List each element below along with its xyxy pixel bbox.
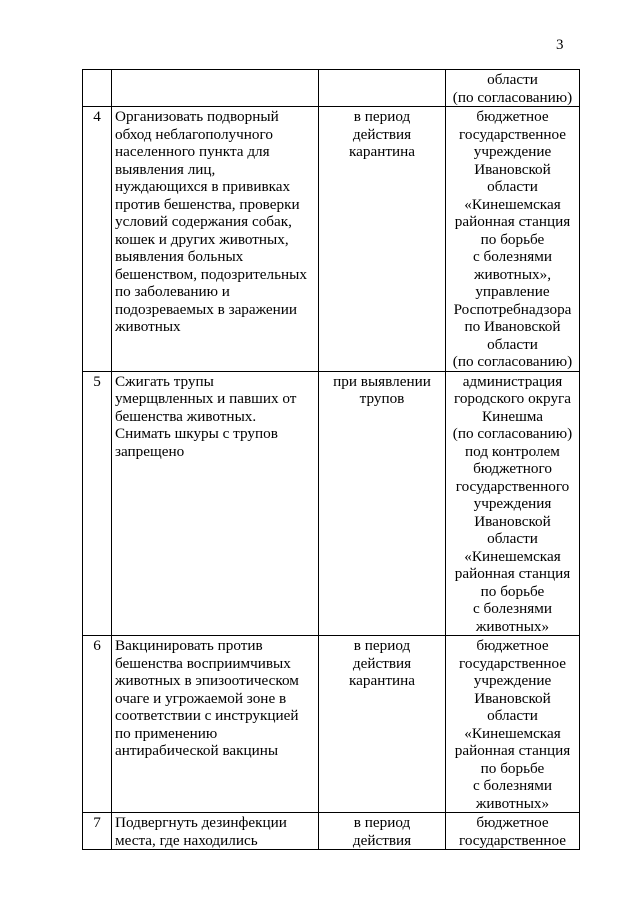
term-line: в период [353, 637, 411, 654]
responsible-cell [446, 813, 580, 850]
responsible-line: с болезнями [472, 600, 552, 617]
responsible-cell [446, 371, 580, 636]
term-cell [319, 636, 446, 813]
row-number-cell [83, 636, 112, 813]
action-line: бешенством, подозрительных [115, 265, 307, 283]
responsible-line: городского округа [453, 390, 572, 407]
action-line: бешенства животных. [115, 407, 257, 425]
responsible-line: бюджетное [476, 637, 549, 654]
action-cell [112, 70, 319, 107]
responsible-line: государственное [458, 654, 567, 672]
responsible-line: под контролем [465, 442, 560, 460]
responsible-line: Ивановской [474, 160, 551, 178]
responsible-line: государственного [455, 477, 570, 495]
action-line: кошек и других животных, [115, 230, 289, 248]
responsible-line: бюджетное [476, 814, 549, 831]
responsible-line: «Кинешемская [464, 195, 561, 213]
responsible-line: учреждение [473, 672, 552, 689]
responsible-line: администрация [462, 372, 563, 390]
action-line: по применению [115, 724, 218, 742]
responsible-line: бюджетное [476, 108, 549, 125]
responsible-line: области [487, 707, 538, 724]
term-line: в период [353, 814, 411, 831]
action-line: животных в эпизоотическом [115, 672, 299, 689]
row-number-cell [83, 107, 112, 372]
term-cell [319, 107, 446, 372]
action-line: места, где находились [115, 831, 258, 849]
responsible-line: управление [475, 283, 550, 300]
responsible-line: районная станция [454, 742, 571, 759]
table-row [83, 107, 580, 372]
row-number: 4 [93, 108, 101, 125]
row-number-cell [83, 371, 112, 636]
table-row [83, 813, 580, 850]
action-line: по заболеванию и [115, 283, 230, 300]
action-line: населенного пункта для [115, 143, 270, 160]
action-line: Организовать подворный [115, 108, 279, 125]
action-line: против бешенства, проверки [115, 195, 300, 213]
action-line: умерщвленных и павших от [115, 390, 297, 407]
action-line: бешенства восприимчивых [115, 654, 291, 672]
responsible-line: бюджетного [473, 460, 552, 477]
row-number: 5 [93, 372, 101, 390]
action-cell [112, 107, 319, 372]
responsible-line: животных» [475, 617, 550, 635]
responsible-line: животных» [475, 794, 550, 812]
responsible-line: государственное [458, 831, 567, 849]
term-cell [319, 70, 446, 107]
term-line: действия [352, 654, 412, 672]
table-row [83, 70, 580, 107]
responsible-line: районная станция [454, 565, 571, 582]
responsible-line: области [487, 178, 538, 195]
responsible-line: учреждения [473, 495, 552, 512]
action-line: выявления лиц, [115, 160, 216, 178]
responsible-line: по борьбе [480, 759, 545, 777]
responsible-line: по Ивановской [464, 318, 561, 335]
responsible-line: области [487, 71, 538, 88]
action-line: Снимать шкуры с трупов [115, 425, 278, 442]
action-line: животных [115, 318, 181, 335]
responsible-cell [446, 636, 580, 813]
action-line: выявления больных [115, 248, 244, 265]
action-line: обход неблагополучного [115, 125, 273, 143]
responsible-line: районная станция [454, 213, 571, 230]
responsible-line: области [487, 335, 538, 353]
responsible-cell [446, 70, 580, 107]
responsible-line: Ивановской [474, 512, 551, 530]
action-line: Сжигать трупы [115, 372, 214, 390]
action-line: очаге и угрожаемой зоне в [115, 689, 287, 707]
table-row [83, 636, 580, 813]
term-cell [319, 371, 446, 636]
responsible-line: по борьбе [480, 230, 545, 248]
responsible-line: животных», [473, 265, 552, 283]
responsible-line: Ивановской [474, 689, 551, 707]
action-cell [112, 371, 319, 636]
term-line: в период [353, 108, 411, 125]
responsible-line: «Кинешемская [464, 724, 561, 742]
responsible-line: по борьбе [480, 582, 545, 600]
responsible-line: области [487, 530, 538, 547]
responsible-line: учреждение [473, 143, 552, 160]
responsible-line: (по согласованию) [452, 353, 573, 370]
action-line: антирабической вакцины [115, 742, 279, 759]
measures-table [82, 69, 580, 850]
row-number: 7 [93, 814, 101, 831]
action-cell [112, 636, 319, 813]
action-line: подозреваемых в заражении [115, 300, 298, 318]
page-number: 3 [556, 37, 564, 53]
responsible-line: Роспотребнадзора [453, 300, 572, 318]
term-line: карантина [349, 143, 415, 160]
term-cell [319, 813, 446, 850]
action-line: запрещено [115, 442, 185, 460]
term-line: трупов [359, 390, 405, 407]
action-line: Вакцинировать против [115, 637, 263, 654]
row-number: 6 [93, 637, 101, 654]
responsible-line: (по согласованию) [452, 88, 573, 106]
action-line: Подвергнуть дезинфекции [115, 814, 287, 831]
responsible-cell [446, 107, 580, 372]
responsible-line: с болезнями [472, 777, 552, 794]
responsible-line: (по согласованию) [452, 425, 573, 442]
action-line: нуждающихся в прививках [115, 178, 291, 195]
responsible-line: «Кинешемская [464, 547, 561, 565]
responsible-line: Кинешма [481, 407, 544, 425]
action-line: соответствии с инструкцией [115, 707, 299, 724]
responsible-line: государственное [458, 125, 567, 143]
term-line: карантина [349, 672, 415, 689]
action-line: условий содержания собак, [115, 213, 292, 230]
term-line: при выявлении [333, 372, 431, 390]
term-line: действия [352, 831, 412, 849]
table-row [83, 371, 580, 636]
term-line: действия [352, 125, 412, 143]
responsible-line: с болезнями [472, 248, 552, 265]
row-number-cell [83, 70, 112, 107]
row-number-cell [83, 813, 112, 850]
action-cell [112, 813, 319, 850]
